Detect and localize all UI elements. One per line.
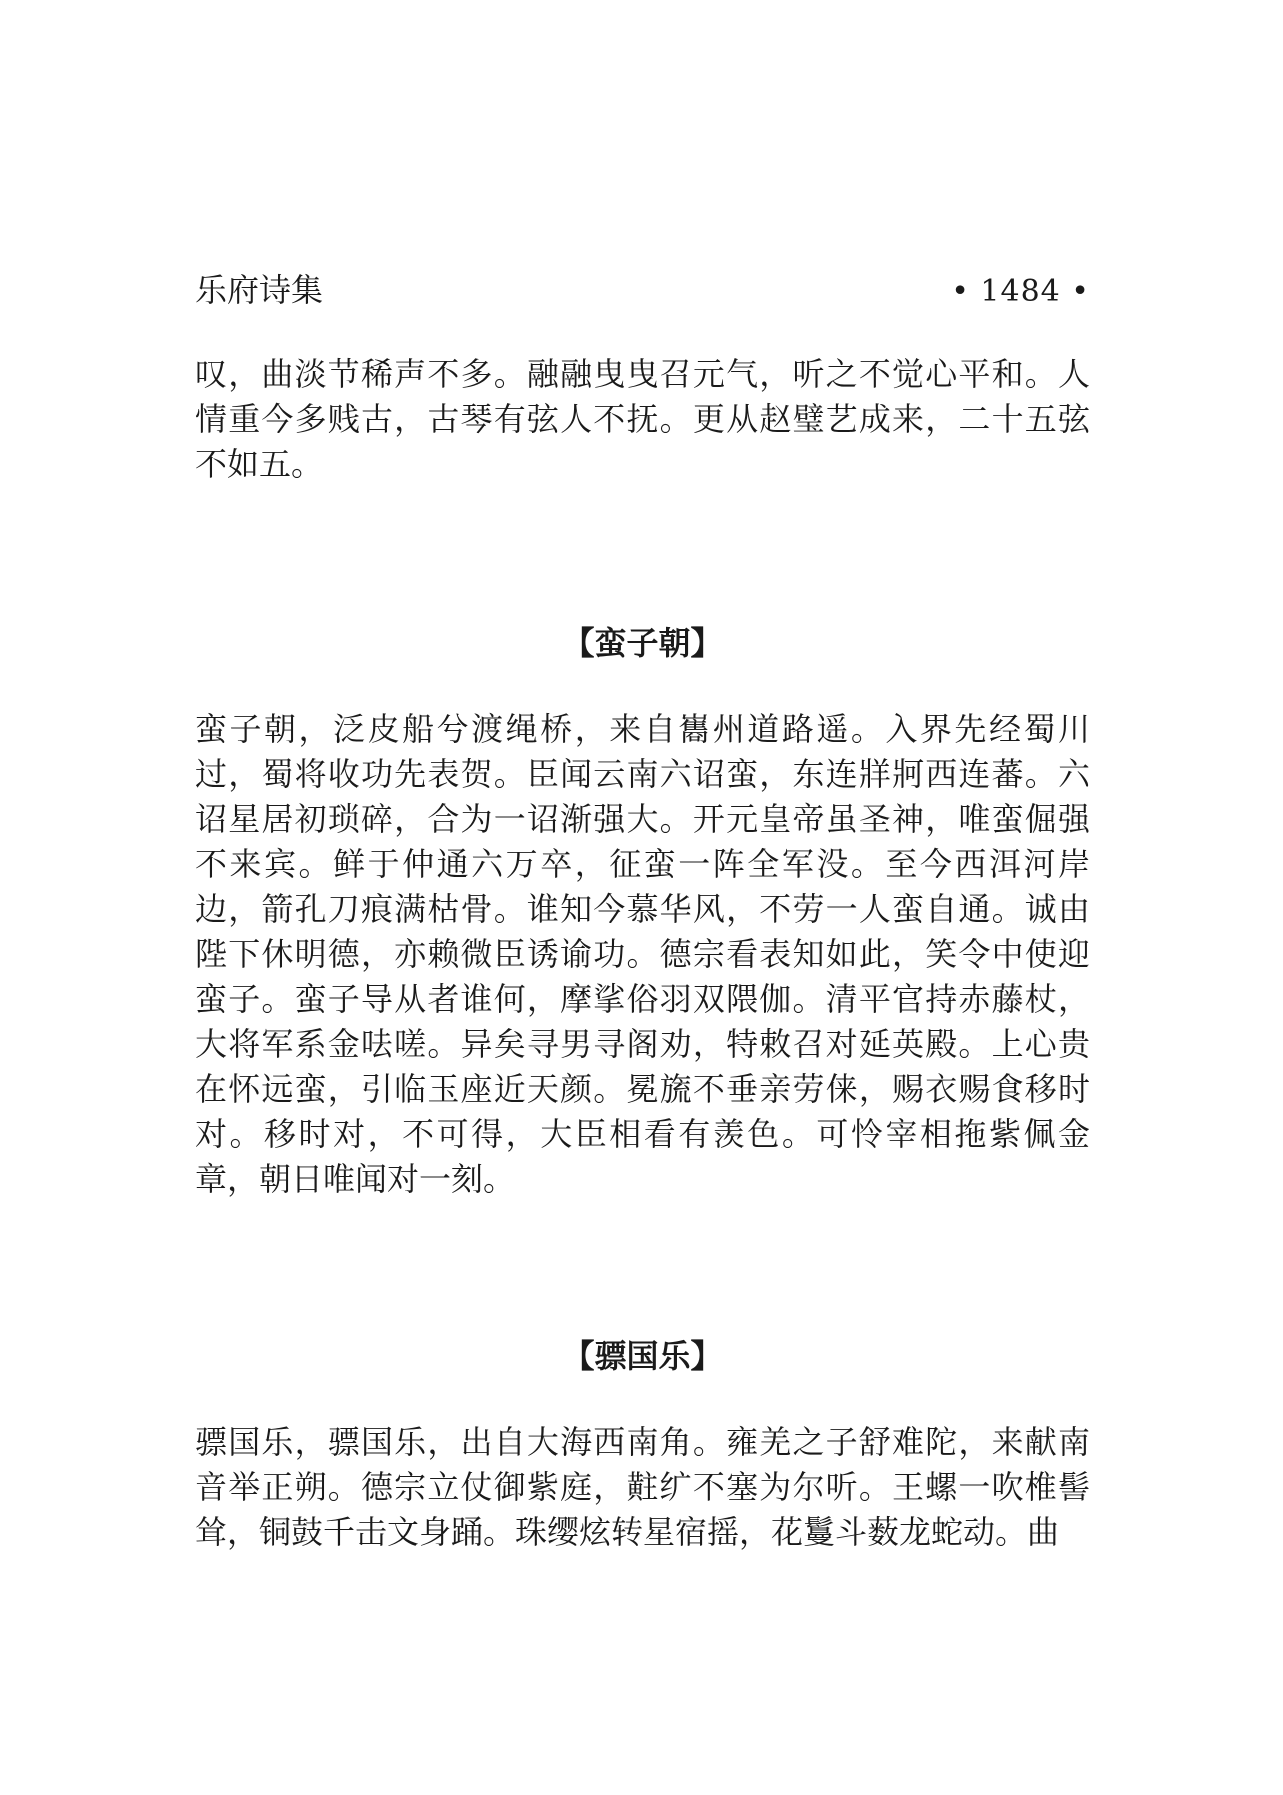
running-header (195, 268, 1090, 314)
book-title: 乐府诗集 (195, 271, 324, 309)
poem-text-piaoguoyue: 骠国乐，骠国乐，出自大海西南角。雍羌之子舒难陀，来献南音举正朔。德宗立仗御紫庭，黈纩不塞为尔听。王螺一吹椎髻耸，铜鼓千击文身踊。珠缨炫转星宿摇，花鬘斗薮龙蛇动。曲 (195, 1423, 1090, 1551)
section-heading-piaoguoyue: 【骠国乐】 (562, 1337, 723, 1375)
poem-continuation-text: 叹，曲淡节稀声不多。融融曳曳召元气，听之不觉心平和。人情重今多贱古，古琴有弦人不抚。更从赵璧艺成来，二十五弦不如五。 (195, 355, 1090, 483)
page (195, 268, 1090, 1555)
poem-text-manzichao: 蛮子朝，泛皮船兮渡绳桥，来自巂州道路遥。入界先经蜀川过，蜀将收功先表贺。臣闻云南六诏蛮，东连牂牁西连蕃。六诏星居初琐碎，合为一诏渐强大。开元皇帝虽圣神，唯蛮倔强不来宾。鲜于仲通六万卒，征蛮一阵全军没。至今西洱河岸边，箭孔刀痕满枯骨。谁知今慕华风，不劳一人蛮自通。诚由陛下休明德，亦赖微臣诱谕功。德宗看表知如此，笑令中使迎蛮子。蛮子导从者谁何，摩挲俗羽双隈伽。清平官持赤藤杖，大将军系金呿嗟。异矣寻男寻阁劝，特敕召对延英殿。上心贵在怀远蛮，引临玉座近天颜。冕旒不垂亲劳俫，赐衣赐食移时对。移时对，不可得，大臣相看有羡色。可怜宰相拖紫佩金章，朝日唯闻对一刻。 (195, 710, 1090, 1198)
section-heading-manzichao: 【蛮子朝】 (562, 624, 723, 662)
page-number: • 1484 • (951, 274, 1090, 309)
